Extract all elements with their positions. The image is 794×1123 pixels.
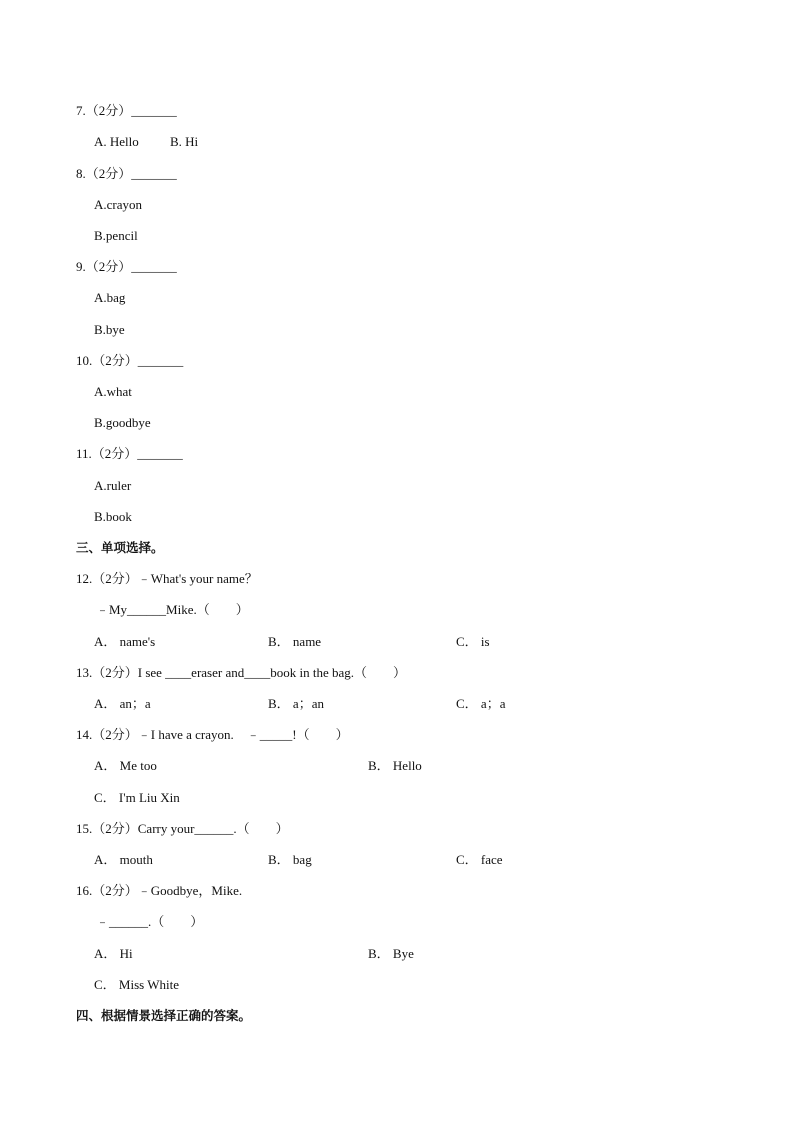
question-12-option-b: B． name — [268, 634, 322, 649]
question-9-stem: 9.（2分）_______ — [76, 259, 177, 274]
question-16-option-a: A． Hi — [94, 946, 133, 961]
question-15-option-a: A． mouth — [94, 852, 153, 867]
question-14-option-c: C． I'm Liu Xin — [94, 790, 180, 805]
question-11-option-b: B.book — [94, 509, 132, 524]
question-13-stem: 13.（2分）I see ____eraser and____book in the bag.（ ） — [76, 665, 406, 680]
question-12-option-a: A． name's — [94, 634, 156, 649]
question-11-option-a: A.ruler — [94, 478, 132, 493]
question-16-stem: 16.（2分）﹣Goodbye，Mike. — [76, 883, 243, 898]
section-3-title: 三、单项选择。 — [76, 540, 164, 555]
question-13-option-a: A． an；a — [94, 696, 151, 711]
question-10-option-b: B.goodbye — [94, 415, 151, 430]
question-7-option-b: B. Hi — [170, 134, 199, 149]
question-9-option-a: A.bag — [94, 290, 126, 305]
question-9-option-b: B.bye — [94, 322, 125, 337]
question-13-option-c: C． a；a — [456, 696, 506, 711]
section-4-title: 四、根据情景选择正确的答案。 — [76, 1008, 252, 1023]
question-14-option-a: A． Me too — [94, 758, 157, 773]
question-16-stem-2: ﹣______.（ ） — [96, 914, 204, 929]
question-10-stem: 10.（2分）_______ — [76, 353, 184, 368]
question-8-stem: 8.（2分）_______ — [76, 166, 177, 181]
question-16-option-b: B． Bye — [368, 946, 414, 961]
question-12-stem-2: ﹣My______Mike.（ ） — [96, 602, 249, 617]
question-13-option-b: B． a；an — [268, 696, 324, 711]
question-7-stem: 7.（2分）_______ — [76, 103, 177, 118]
question-7-option-a: A. Hello — [94, 134, 139, 149]
question-10-option-a: A.what — [94, 384, 132, 399]
question-12-stem: 12.（2分）﹣What's your name？ — [76, 571, 258, 586]
question-14-option-b: B． Hello — [368, 758, 422, 773]
question-14-stem: 14.（2分）﹣I have a crayon. ﹣_____!（ ） — [76, 727, 349, 742]
question-15-option-c: C． face — [456, 852, 503, 867]
question-15-stem: 15.（2分）Carry your______.（ ） — [76, 821, 289, 836]
question-15-option-b: B． bag — [268, 852, 312, 867]
question-8-option-a: A.crayon — [94, 197, 143, 212]
question-12-option-c: C． is — [456, 634, 490, 649]
question-11-stem: 11.（2分）_______ — [76, 446, 183, 461]
question-8-option-b: B.pencil — [94, 228, 138, 243]
question-16-option-c: C． Miss White — [94, 977, 179, 992]
